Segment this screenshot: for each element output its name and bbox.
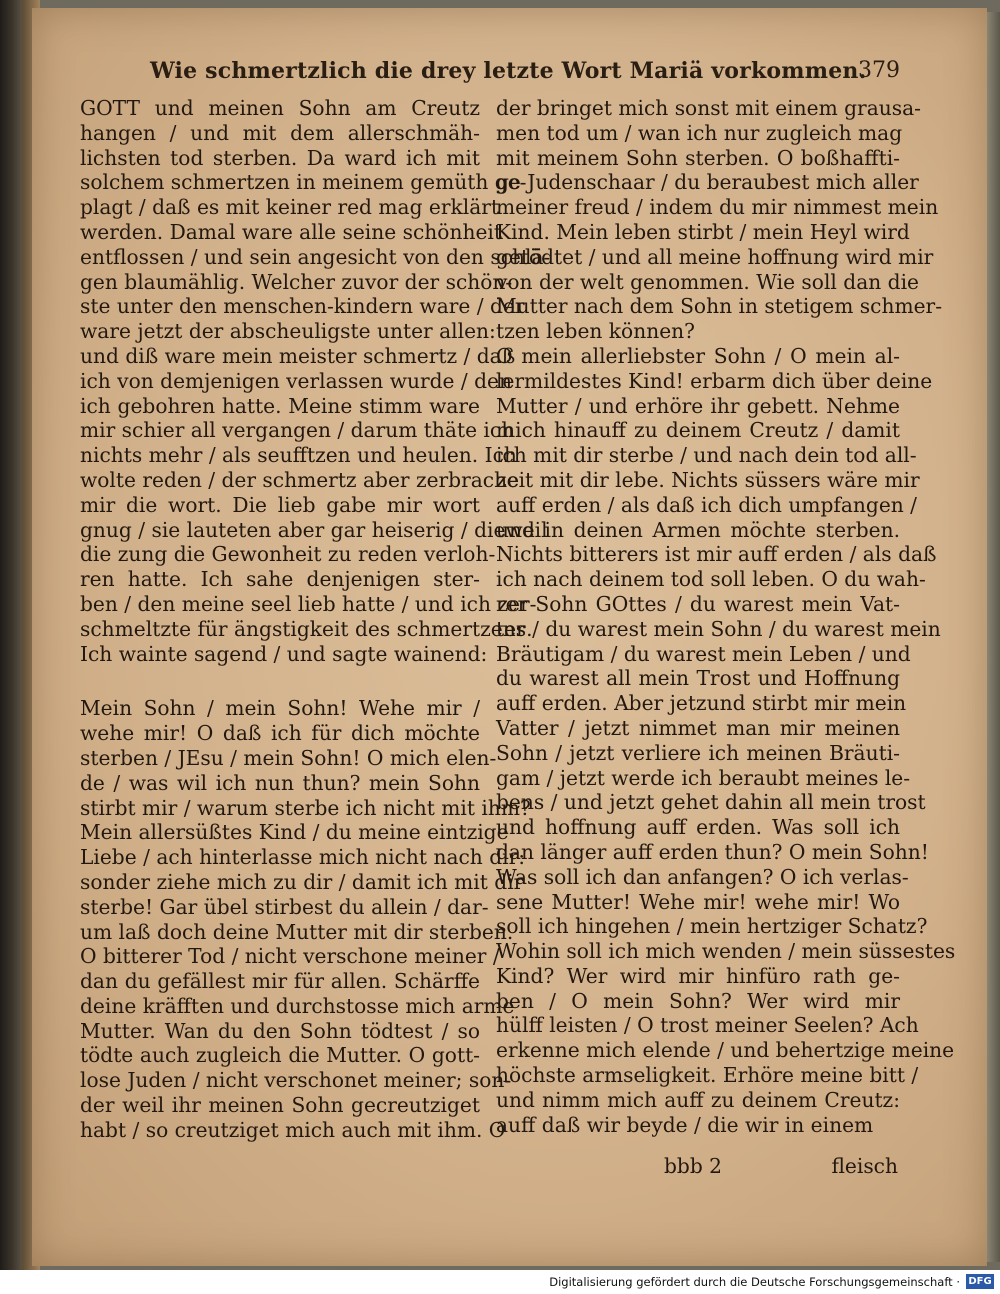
text-line: der weil ihr meinen Sohn gecreutziget	[80, 1093, 480, 1118]
text-line: bens / und jetzt gehet dahin all mein trost	[496, 790, 926, 815]
text-line: ich gebohren hatte. Meine stimm ware	[80, 393, 480, 418]
text-line: höchste armseligkeit. Erhöre meine bitt /	[496, 1063, 919, 1088]
text-line: die zung die Gewonheit zu reden verloh-	[80, 542, 496, 567]
page-header	[150, 58, 910, 92]
text-line: solchem schmertzen in meinem gemüth ge-	[80, 170, 527, 195]
text-line: und in deinen Armen möchte sterben.	[496, 517, 900, 542]
text-line: auff erden / als daß ich dich umpfangen /	[496, 492, 917, 517]
text-line: Nichts bitterers ist mir auff erden / als daß	[496, 542, 937, 567]
text-line: tzen leben können?	[496, 319, 695, 344]
text-line: ben / O mein Sohn? Wer wird mir	[496, 988, 900, 1013]
text-line: und diß ware mein meister schmertz / daß	[80, 343, 516, 368]
page-edge	[987, 12, 1000, 1262]
text-line: Sohn / jetzt verliere ich meinen Bräuti-	[496, 740, 900, 765]
text-column-right	[496, 96, 956, 1137]
text-line: schmeltzte für ängstigkeit des schmertzens.	[80, 616, 533, 641]
text-line: und nimm mich auff zu deinem Creutz:	[496, 1087, 900, 1112]
text-line: mich hinauff zu deinem Creutz / damit	[496, 418, 900, 443]
text-line: sene Mutter! Wehe mir! wehe mir! Wo	[496, 889, 900, 914]
text-line: gen blaumählig. Welcher zuvor der schön-	[80, 269, 513, 294]
text-line: werden. Damal ware alle seine schönheit	[80, 219, 502, 244]
text-line: erkenne mich elende / und behertzige meine	[496, 1038, 955, 1063]
text-line: wehe mir! O daß ich für dich möchte	[80, 721, 480, 746]
text-line: soll ich hingehen / mein hertziger Schatz?	[496, 914, 928, 939]
text-line: mir die wort. Die lieb gabe mir wort	[80, 492, 480, 517]
text-line: von der welt genommen. Wie soll dan die	[496, 269, 919, 294]
text-line: wolte reden / der schmertz aber zerbrache	[80, 467, 520, 492]
text-line: men tod um / wan ich nur zugleich mag	[496, 120, 903, 145]
text-line: hülff leisten / O trost meiner Seelen? Ach	[496, 1013, 919, 1038]
text-line: um laß doch deine Mutter mit dir sterben.	[80, 919, 514, 944]
text-line: Bräutigam / du warest mein Leben / und	[496, 641, 911, 666]
text-line: GOTT und meinen Sohn am Creutz	[80, 96, 480, 120]
text-column-left	[80, 96, 551, 1143]
text-line: dan du gefällest mir für allen. Schärffe	[80, 969, 480, 994]
text-line: du warest all mein Trost und Hoffnung	[496, 666, 900, 691]
text-line: Ich wainte sagend / und sagte wainend:	[80, 641, 488, 666]
signature-mark: bbb 2	[664, 1154, 723, 1178]
text-line: und hoffnung auff erden. Was soll ich	[496, 815, 900, 840]
dfg-credit-text: Digitalisierung gefördert durch die Deutsche Forschungsgemeinschaft ·	[549, 1275, 960, 1289]
catchword: fleisch	[831, 1154, 898, 1178]
text-line: sonder ziehe mich zu dir / damit ich mit dir	[80, 869, 524, 894]
text-line: de / was wil ich nun thun? mein Sohn	[80, 770, 480, 795]
text-line: rer Sohn GOttes / du warest mein Vat-	[496, 591, 900, 616]
text-line: Kind? Wer wird mir hinfüro rath ge-	[496, 963, 900, 988]
text-line: ich mit dir sterbe / und nach dein tod all-	[496, 443, 917, 468]
text-line: sterbe! Gar übel stirbest du allein / dar-	[80, 894, 489, 919]
page-number: 379	[858, 58, 900, 83]
text-line: zeit mit dir lebe. Nichts süssers wäre mir	[496, 467, 920, 492]
text-line: Mutter nach dem Sohn in stetigem schmer-	[496, 294, 943, 319]
text-line: lose Juden / nicht verschonet meiner; son-	[80, 1068, 512, 1093]
text-line: ste unter den menschen-kindern ware / der	[80, 294, 525, 319]
text-line: getödtet / und all meine hoffnung wird mir	[496, 244, 934, 269]
text-line: der bringet mich sonst mit einem grausa-	[496, 96, 921, 120]
digitization-credit-bar	[0, 1270, 1000, 1294]
text-line: ter / du warest mein Sohn / du warest mein	[496, 616, 941, 641]
text-line: hangen / und mit dem allerschmäh-	[80, 120, 480, 145]
text-line: ich von demjenigen verlassen wurde / den	[80, 368, 513, 393]
text-line: ware jetzt der abscheuligste unter allen:	[80, 319, 496, 344]
text-line: ren hatte. Ich sahe denjenigen ster-	[80, 567, 480, 592]
text-line: O mein allerliebster Sohn / O mein al-	[496, 343, 900, 368]
text-line: Mutter / und erhöre ihr gebett. Nehme	[496, 393, 900, 418]
running-title: Wie schmertzlich die drey letzte Wort Mariä vorkommen.	[150, 58, 867, 84]
text-line: mit meinem Sohn sterben. O boßhaffti-	[496, 145, 900, 170]
text-line: deine kräfften und durchstosse mich arme	[80, 993, 515, 1018]
text-line: meiner freud / indem du mir nimmest mein	[496, 195, 939, 220]
text-line: Vatter / jetzt nimmet man mir meinen	[496, 715, 900, 740]
text-line: habt / so creutziget mich auch mit ihm. O	[80, 1117, 506, 1142]
page-footer	[650, 1154, 900, 1182]
text-line: tödte auch zugleich die Mutter. O gott-	[80, 1043, 480, 1068]
text-line: nichts mehr / als seufftzen und heulen. Ich	[80, 443, 517, 468]
text-line: auff erden. Aber jetzund stirbt mir mein	[496, 691, 907, 716]
text-line: ich nach deinem tod soll leben. O du wah-	[496, 567, 926, 592]
paragraph-gap	[80, 666, 480, 696]
text-line: Liebe / ach hinterlasse mich nicht nach dir:	[80, 845, 526, 870]
dfg-logo-icon: DFG	[966, 1274, 994, 1289]
text-line: entflossen / und sein angesicht von den schlä-	[80, 244, 551, 269]
text-line: plagt / daß es mit keiner red mag erklärt	[80, 195, 499, 220]
text-line: Wohin soll ich mich wenden / mein süssestes	[496, 939, 956, 964]
text-line: mir schier all vergangen / darum thäte ich	[80, 418, 515, 443]
text-line: sterben / JEsu / mein Sohn! O mich elen-	[80, 745, 497, 770]
text-line: Was soll ich dan anfangen? O ich verlas-	[496, 864, 909, 889]
text-line: Kind. Mein leben stirbt / mein Heyl wird	[496, 219, 910, 244]
text-line: O bitterer Tod / nicht verschone meiner /	[80, 944, 500, 969]
text-line: ge Judenschaar / du beraubest mich aller	[496, 170, 919, 195]
text-line: gam / jetzt werde ich beraubt meines le-	[496, 765, 911, 790]
text-line: Mutter. Wan du den Sohn tödtest / so	[80, 1018, 480, 1043]
text-line: ben / den meine seel lieb hatte / und ich zer-	[80, 591, 537, 616]
text-line: auff daß wir beyde / die wir in einem	[496, 1112, 874, 1137]
text-line: gnug / sie lauteten aber gar heiserig / dieweil	[80, 517, 548, 542]
text-line: Mein Sohn / mein Sohn! Wehe mir /	[80, 696, 480, 721]
text-line: lichsten tod sterben. Da ward ich mit	[80, 145, 480, 170]
text-line: Mein allersüßtes Kind / du meine eintzige	[80, 820, 509, 845]
text-line: dan länger auff erden thun? O mein Sohn!	[496, 839, 929, 864]
book-binding	[0, 0, 22, 1270]
text-line: stirbt mir / warum sterbe ich nicht mit ihm?	[80, 795, 531, 820]
text-line: lermildestes Kind! erbarm dich über deine	[496, 368, 933, 393]
